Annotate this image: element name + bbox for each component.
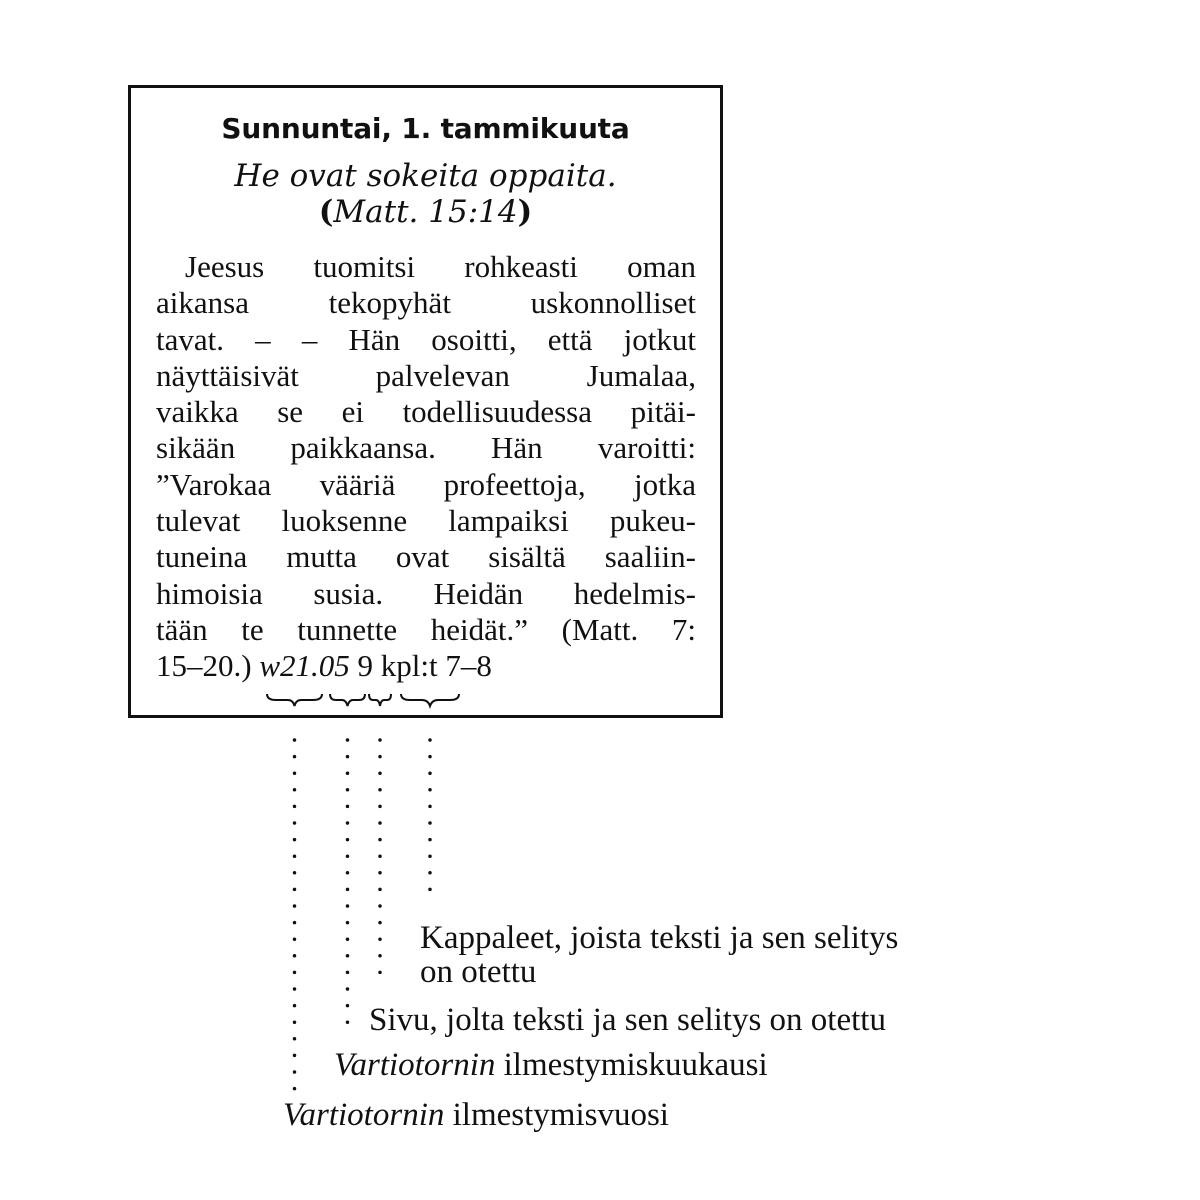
body-line: himoisia susia. Heidän hedelmis- (156, 575, 696, 611)
body-line: näyttäisivät palvelevan Jumalaa, (156, 357, 696, 393)
publication-code: w21.05 (259, 648, 350, 684)
body-line: tuneina mutta ovat sisältä saaliin- (156, 539, 696, 575)
body-line: vaikka se ei todellisuudessa pitäi- (156, 394, 696, 430)
date-title: Sunnuntai, 1. tammikuuta (221, 112, 630, 145)
verse-reference: (Matt. 15:14) (318, 194, 533, 230)
scripture-ref-end: 15–20.) (156, 648, 260, 684)
page-number: 9 (357, 648, 374, 684)
paragraph-numbers: kpl:t 7–8 (380, 648, 492, 684)
body-line: sikään paikkaansa. Hän varoitti: (156, 430, 696, 466)
legend-year: Vartiotornin ilmestymisvuosi (283, 1097, 669, 1133)
legend-page: Sivu, jolta teksti ja sen selitys on otettu (369, 1002, 886, 1038)
legend-paragraphs: Kappaleet, joista teksti ja sen selitys on otettu (420, 920, 899, 990)
legend-month: Vartiotornin ilmestymiskuukausi (334, 1047, 768, 1083)
body-line: aikansa tekopyhät uskonnolliset (156, 285, 696, 321)
verse-text: He ovat sokeita oppaita. (234, 158, 617, 194)
body-line: tavat. – – Hän osoitti, että jotkut (156, 321, 696, 357)
body-line: ”Varokaa vääriä profeettoja, jotka (156, 466, 696, 502)
body-line: Jeesus tuomitsi rohkeasti oman (185, 249, 696, 284)
body-line: tään te tunnette heidät.” (Matt. 7: (156, 611, 696, 647)
body-line: tulevat luoksenne lampaiksi pukeu- (156, 503, 696, 539)
